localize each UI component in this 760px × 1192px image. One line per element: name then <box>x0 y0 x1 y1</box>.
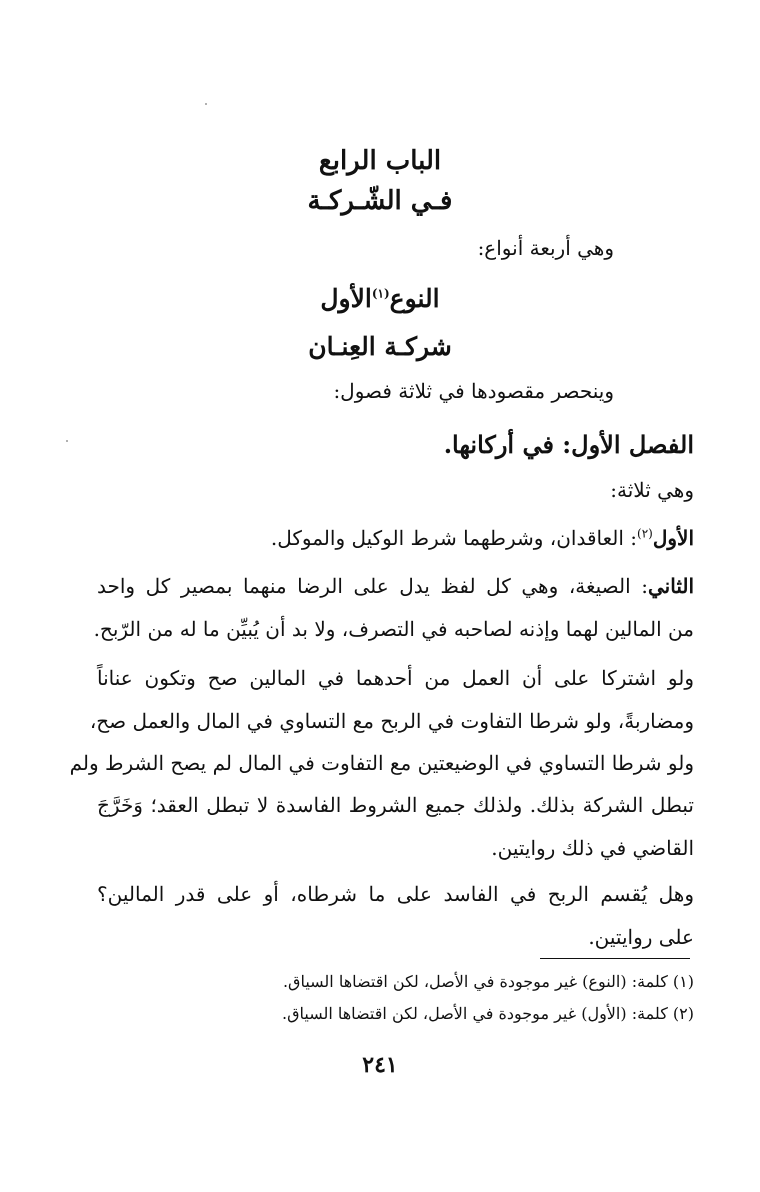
section-label: الفصل الأول: <box>562 430 694 459</box>
type-heading <box>230 284 530 313</box>
paragraph-line: وهل يُقسم الربح في الفاسد على ما شرطاه، أو على قدر المالين؟ <box>97 882 694 906</box>
section-heading <box>444 430 694 459</box>
paragraph-line: القاضي في ذلك روايتين. <box>491 836 694 860</box>
paragraph-line: ولو اشتركا على أن العمل من أحدهما في المالين صح وتكون عناناً <box>97 666 694 690</box>
paragraph-line: ولو شرطا التساوي في الوضيعتين مع التفاوت في المال لم يصح الشرط ولم <box>69 751 694 775</box>
pillar-one-label: الأول <box>652 526 694 550</box>
paragraph-line: تبطل الشركة بذلك. ولذلك جميع الشروط الفاسدة لا تبطل العقد؛ وَخَرَّجَ <box>97 793 694 817</box>
footnote-ref-1[interactable]: (١) <box>371 286 390 301</box>
scan-speck <box>66 440 68 442</box>
type-heading-ordinal: الأول <box>320 284 372 313</box>
footnote-1: (١) كلمة: (النوع) غير موجودة في الأصل، لكن اقتضاها السياق. <box>282 972 694 991</box>
pillar-two-label: الثاني <box>647 574 694 598</box>
partnership-name: شركـة العِنـان <box>308 332 452 361</box>
pillar-one-text: : العاقدان، وشرطهما شرط الوكيل والموكل. <box>270 526 638 550</box>
chapter-subject: فـي الشّـركـة <box>307 186 453 216</box>
pillar-two-text: : الصيغة، وهي كل لفظ يدل على الرضا منهما بمصير كل واحد <box>97 574 648 598</box>
footnote-separator <box>540 958 690 959</box>
pillars-intro: وهي ثلاثة: <box>610 478 694 502</box>
type-heading-word: النوع <box>389 284 440 313</box>
pillar-one <box>271 526 694 550</box>
paragraph-line: ومضاربةً، ولو شرطا التفاوت في الربح مع التساوي في المال والعمل صح، <box>89 709 694 733</box>
paragraph-line: على روايتين. <box>588 925 694 949</box>
types-intro: وهي أربعة أنواع: <box>477 236 614 260</box>
scan-speck <box>205 103 207 105</box>
footnote-ref-2[interactable]: (٢) <box>637 526 653 541</box>
pillar-two-line-1 <box>97 574 694 598</box>
chapter-heading: الباب الرابع <box>318 146 442 176</box>
footnote-2: (٢) كلمة: (الأول) غير موجودة في الأصل، لكن اقتضاها السياق. <box>281 1004 694 1023</box>
chapters-intro: وينحصر مقصودها في ثلاثة فصول: <box>333 379 614 403</box>
pillar-two-line-2: من المالين لهما وإذنه لصاحبه في التصرف، ولا بد أن يُبيِّن ما له من الرّبح. <box>93 617 694 641</box>
section-title: في أركانها. <box>443 430 563 459</box>
page-number: ٢٤١ <box>362 1052 398 1078</box>
